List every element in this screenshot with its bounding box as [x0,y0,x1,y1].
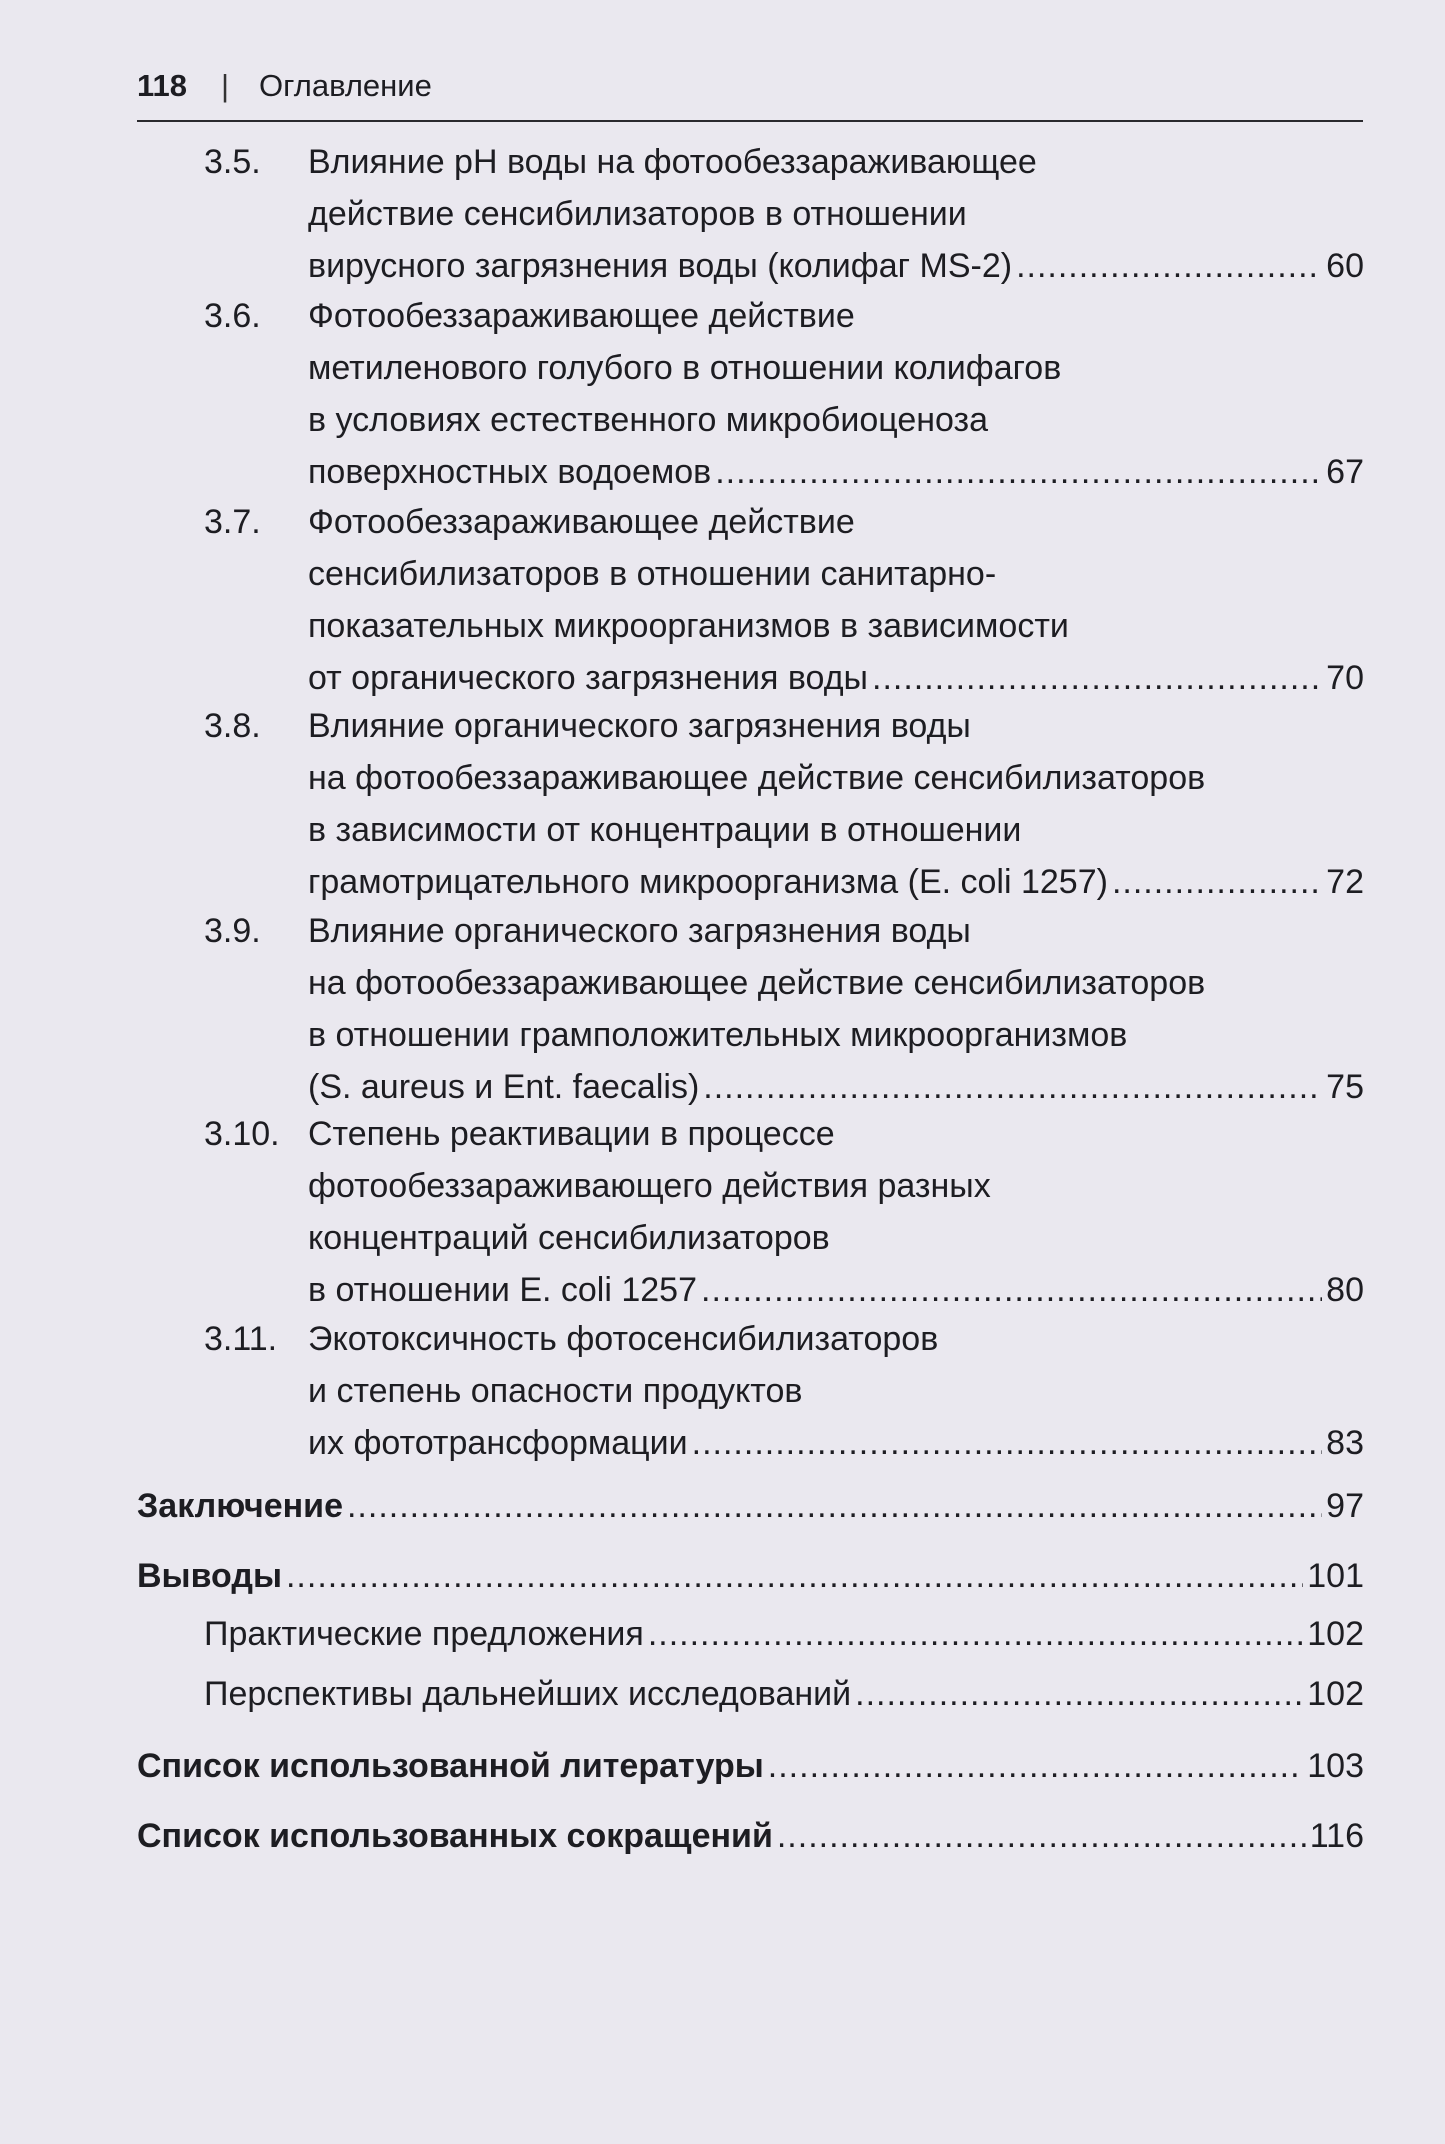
page-ref: 72 [1326,863,1364,901]
dot-leader [777,1810,1306,1862]
entry-title-line: в зависимости от концентрации в отношении [308,811,1022,849]
entry-title-line: в отношении грамположительных микроорганизмов [308,1016,1128,1054]
entry-title-line: их фототрансформации [308,1424,688,1462]
dot-leader [1016,240,1322,292]
page-ref: 75 [1326,1068,1364,1106]
entry-last-line [308,652,1364,704]
entry-number: 3.7. [204,503,261,541]
entry-title-line: Влияние pH воды на фотообеззараживающее [308,143,1037,181]
dot-leader [1112,856,1322,908]
toc-section-conclusion[interactable] [137,1480,1364,1532]
dot-leader [872,652,1322,704]
entry-number: 3.5. [204,143,261,181]
entry-number: 3.8. [204,707,261,745]
entry-title-line: Фотообеззараживающее действие [308,297,855,335]
entry-title-line: (S. aureus и Ent. faecalis) [308,1068,700,1106]
entry-number: 3.9. [204,912,261,950]
dot-leader [715,446,1322,498]
section-title: Практические предложения [204,1615,644,1653]
entry-number: 3.10. [204,1115,280,1153]
page-ref: 102 [1307,1675,1364,1713]
toc-section-abbreviations[interactable] [137,1810,1364,1862]
entry-title-line: на фотообеззараживающее действие сенсибилизаторов [308,964,1206,1002]
page-ref: 101 [1307,1557,1364,1595]
entry-title-line: грамотрицательного микроорганизма (E. coli 1257) [308,863,1108,901]
entry-title-line: действие сенсибилизаторов в отношении [308,195,967,233]
entry-title-line: Экотоксичность фотосенсибилизаторов [308,1320,939,1358]
entry-title-line: в отношении E. coli 1257 [308,1271,697,1309]
section-title: Выводы [137,1557,282,1595]
entry-title-line: Влияние органического загрязнения воды [308,707,971,745]
running-title: Оглавление [259,68,432,103]
entry-title-line: фотообеззараживающего действия разных [308,1167,991,1205]
entry-title-line: сенсибилизаторов в отношении санитарно- [308,555,997,593]
entry-title-line: в условиях естественного микробиоценоза [308,401,989,439]
page-header [137,64,1363,122]
entry-title-line: на фотообеззараживающее действие сенсибилизаторов [308,759,1206,797]
section-title: Заключение [137,1487,343,1525]
page-ref: 116 [1309,1817,1364,1855]
dot-leader [703,1061,1322,1113]
entry-title-line: поверхностных водоемов [308,453,712,491]
dot-leader [768,1740,1303,1792]
entry-title-line: Влияние органического загрязнения воды [308,912,971,950]
entry-title-line: метиленового голубого в отношении колифагов [308,349,1062,387]
entry-number: 3.6. [204,297,261,335]
page-ref: 67 [1326,453,1364,491]
dot-leader [701,1264,1322,1316]
entry-title-line: концентраций сенсибилизаторов [308,1219,830,1257]
page-number: 118 [137,68,188,103]
entry-last-line [308,1417,1364,1469]
page-ref: 97 [1326,1487,1364,1525]
entry-last-line [308,1061,1364,1113]
header-separator: | [221,68,230,103]
dot-leader [286,1550,1303,1602]
section-title: Список использованной литературы [137,1747,764,1785]
section-title: Перспективы дальнейших исследований [204,1675,852,1713]
entry-title-line: показательных микроорганизмов в зависимости [308,607,1069,645]
entry-title-line: от органического загрязнения воды [308,659,868,697]
entry-last-line [308,240,1364,292]
dot-leader [692,1417,1323,1469]
page-ref: 80 [1326,1271,1364,1309]
entry-title-line: Степень реактивации в процессе [308,1115,835,1153]
page-ref: 70 [1326,659,1364,697]
toc-section-references[interactable] [137,1740,1364,1792]
entry-last-line [308,1264,1364,1316]
page-ref: 83 [1326,1424,1364,1462]
toc-section-findings[interactable] [137,1550,1364,1602]
section-title: Список использованных сокращений [137,1817,773,1855]
page-ref: 102 [1307,1615,1364,1653]
dot-leader [855,1668,1303,1720]
page-ref: 103 [1307,1747,1364,1785]
entry-last-line [308,446,1364,498]
toc-subsection-future-research[interactable] [204,1668,1364,1720]
entry-number: 3.11. [204,1320,278,1358]
dot-leader [347,1480,1322,1532]
page-ref: 60 [1326,247,1364,285]
entry-title-line: Фотообеззараживающее действие [308,503,855,541]
entry-last-line [308,856,1364,908]
entry-title-line: и степень опасности продуктов [308,1372,803,1410]
toc-subsection-practical-proposals[interactable] [204,1608,1364,1660]
dot-leader [648,1608,1303,1660]
entry-title-line: вирусного загрязнения воды (колифаг MS-2) [308,247,1013,285]
